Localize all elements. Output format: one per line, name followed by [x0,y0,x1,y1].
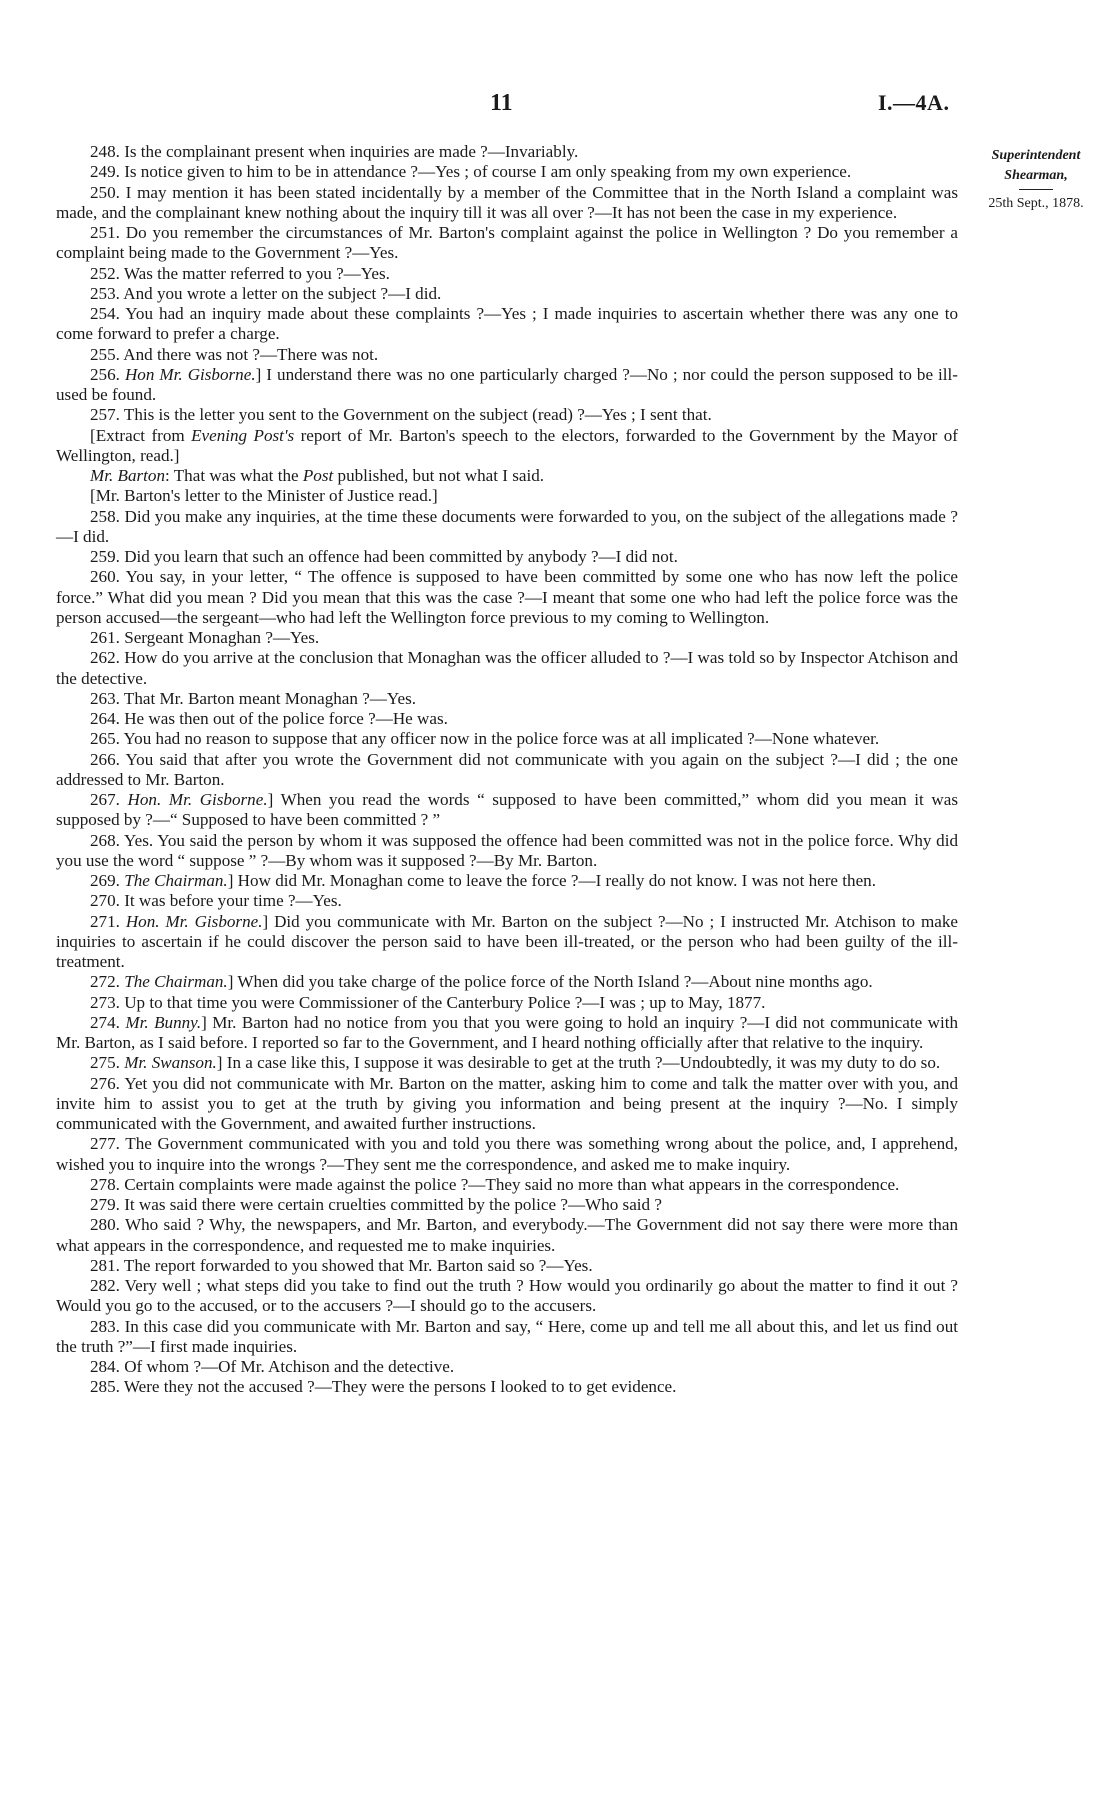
evidence-paragraph: 280. Who said ? Why, the newspapers, and Mr. Barton, and everybody.—The Government did not say there were more than what appears in the correspondence, and requested me to make inquiries. [56,1215,958,1255]
evidence-paragraph: 279. It was said there were certain cruelties committed by the police ?—Who said ? [90,1195,662,1214]
witness-title: Superintendent [991,148,1081,163]
speaker-name: Mr. Swanson. [124,1053,217,1073]
evidence-paragraph: 265. You had no reason to suppose that any officer now in the police force was at all implicated ?—None whatever. [90,729,880,749]
evidence-paragraph: 251. Do you remember the circumstances of Mr. Barton's complaint against the police in Wellington ? Do you remember a complaint being made to the Government ?—Yes. [56,223,958,263]
evidence-paragraph: 255. And there was not ?—There was not. [90,344,379,364]
page-number: 11 [490,90,513,116]
evidence-paragraph: 258. Did you make any inquiries, at the time these documents were forwarded to you, on the subject of the allegations made ?—I did. [56,506,958,546]
evidence-paragraph: Mr. Barton: That was what the Post published, but not what I said. [90,466,545,485]
evidence-text [56,142,958,1398]
evidence-paragraph: 275. Mr. Swanson.] In a case like this, I suppose it was desirable to get at the truth ?—Undoubtedly, it was my duty to do so. [90,1053,941,1073]
speaker-name: Mr. Bunny. [125,1012,202,1032]
evidence-paragraph: [Extract from Evening Post's report of Mr. Barton's speech to the electors, forwarded to the Government by the Mayor of Wellington, read.] [56,425,958,465]
evidence-paragraph: 252. Was the matter referred to you ?—Yes. [90,263,390,283]
speaker-name: Hon Mr. Gisborne. [124,364,256,384]
evidence-paragraph: 283. In this case did you communicate with Mr. Barton and say, “ Here, come up and tell me all about this, and let us find out the truth ?”—I first made inquiries. [56,1316,958,1356]
evidence-paragraph: 259. Did you learn that such an offence had been committed by anybody ?—I did not. [90,547,678,566]
evidence-paragraph: 284. Of whom ?—Of Mr. Atchison and the detective. [90,1357,455,1376]
evidence-paragraph: 270. It was before your time ?—Yes. [90,891,342,911]
evidence-paragraph: 267. Hon. Mr. Gisborne.] When you read the words “ supposed to have been committed,” whom did you mean it was supposed by ?—“ Supposed to have been committed ? ” [56,790,958,830]
evidence-paragraph: 260. You say, in your letter, “ The offence is supposed to have been committed by some one who has now left the police force.” What did you mean ? Did you mean that this was the case ?—I meant that some one who had left the police force was the person accused—the sergeant—who had left the Wellington force previous to my coming to Wellington. [56,567,958,627]
witness-date: 25th Sept., 1878. [988,196,1084,211]
document-reference: I.—4A. [878,90,950,115]
evidence-paragraph: 277. The Government communicated with you and told you there was something wrong about the police, and, I apprehend, wished you to inquire into the wrongs ?—They sent me the correspondence, and asked me to make inquiry. [56,1134,958,1174]
evidence-paragraph: 271. Hon. Mr. Gisborne.] Did you communicate with Mr. Barton on the subject ?—No ; I instructed Mr. Atchison to make inquiries to ascertain if he could discover the person said to have been ill-treated, or the person who had been guilty of the ill-treatment. [56,911,958,971]
evidence-paragraph: 250. I may mention it has been stated incidentally by a member of the Committee that in the North Island a complaint was made, and the complainant knew nothing about the inquiry till it was all over ?—It has not been the case in my experience. [56,182,958,222]
evidence-paragraph: 248. Is the complainant present when inquiries are made ?—Invariably. [90,142,579,161]
speaker-name: Hon. Mr. Gisborne. [127,790,268,809]
evidence-paragraph: 281. The report forwarded to you showed that Mr. Barton said so ?—Yes. [90,1255,593,1275]
evidence-paragraph: 254. You had an inquiry made about these complaints ?—Yes ; I made inquiries to ascertain whether there was any one to come forward to prefer a charge. [56,304,958,344]
evidence-paragraph: 262. How do you arrive at the conclusion that Monaghan was the officer alluded to ?—I was told so by Inspector Atchison and the detective. [56,648,958,688]
speaker-name: Evening Post's [191,425,295,445]
evidence-paragraph: 274. Mr. Bunny.] Mr. Barton had no notice from you that you were going to hold an inquiry ?—I did not communicate with Mr. Barton, as I said before. I reported so far to the Government, and I heard nothing officially after that relative to the inquiry. [56,1012,959,1052]
evidence-paragraph: 257. This is the letter you sent to the Government on the subject (read) ?—Yes ; I sent that. [90,405,712,425]
evidence-paragraph: 266. You said that after you wrote the Government did not communicate with you again on the subject ?—I did ; the one addressed to Mr. Barton. [56,749,958,789]
margin-note [962,146,1110,214]
evidence-paragraph: 273. Up to that time you were Commissioner of the Canterbury Police ?—I was ; up to May, 1877. [90,992,766,1012]
speaker-name: The Chairman. [124,871,228,890]
evidence-paragraph: 264. He was then out of the police force ?—He was. [90,709,448,728]
evidence-paragraph: 276. Yet you did not communicate with Mr. Barton on the matter, asking him to come and talk the matter over with you, and invite him to assist you to get at the truth by giving you information and being present at the inquiry ?—No. I simply communicated with the Government, and awaited further instructions. [56,1073,958,1133]
evidence-paragraph: 282. Very well ; what steps did you take to find out the truth ? How would you ordinarily go about the matter to find it out ? Would you go to the accused, or to the accusers ?—I should go to the accusers. [56,1276,958,1316]
speaker-name: The Chairman. [124,972,228,992]
evidence-paragraph: 269. The Chairman.] How did Mr. Monaghan come to leave the force ?—I really do not know. I was not here then. [90,871,876,890]
italic-text: Post [302,466,334,485]
evidence-paragraph: 263. That Mr. Barton meant Monaghan ?—Yes. [90,688,417,708]
speaker-name: Hon. Mr. Gisborne. [125,911,263,931]
evidence-paragraph: 256. Hon Mr. Gisborne.] I understand there was no one particularly charged ?—No ; nor could the person supposed to be ill-used be found. [56,364,959,404]
evidence-paragraph: 261. Sergeant Monaghan ?—Yes. [90,628,320,647]
evidence-paragraph: 268. Yes. You said the person by whom it was supposed the offence had been committed was not in the police force. Why did you use the word “ suppose ” ?—By whom was it supposed ?—By Mr. Barton. [56,830,958,870]
witness-name: Shearman, [1004,168,1068,183]
evidence-paragraph: 278. Certain complaints were made against the police ?—They said no more than what appears in the correspondence. [90,1174,900,1194]
evidence-paragraph: 285. Were they not the accused ?—They were the persons I looked to to get evidence. [90,1377,677,1397]
evidence-paragraph: [Mr. Barton's letter to the Minister of Justice read.] [90,486,438,506]
evidence-paragraph: 272. The Chairman.] When did you take charge of the police force of the North Island ?—About nine months ago. [90,972,873,992]
evidence-paragraph: 249. Is notice given to him to be in attendance ?—Yes ; of course I am only speaking from my own experience. [90,162,852,182]
margin-rule [1019,189,1053,190]
speaker-name: Mr. Barton [90,466,166,485]
evidence-paragraph: 253. And you wrote a letter on the subject ?—I did. [90,283,442,303]
